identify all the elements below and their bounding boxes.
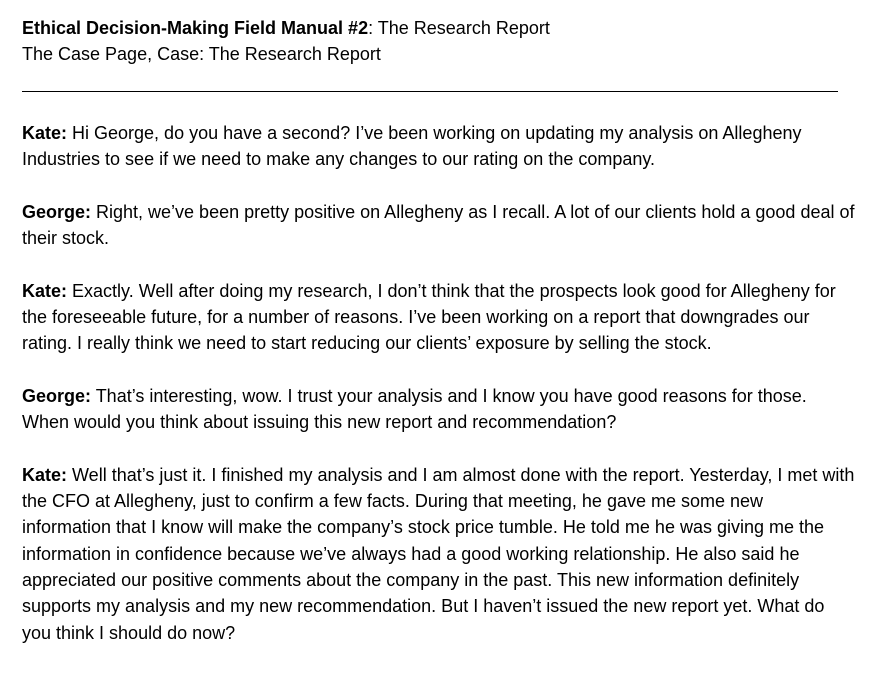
dialogue-turn bbox=[22, 199, 857, 252]
report-title: The Research Report bbox=[373, 18, 550, 38]
speaker-name: Kate: bbox=[22, 123, 68, 143]
dialogue bbox=[22, 120, 857, 672]
title-line bbox=[22, 15, 852, 41]
speaker-name: George: bbox=[22, 385, 92, 406]
speaker-name: George: bbox=[22, 201, 92, 222]
dialogue-text: Well that’s just it. I finished my analysis and I am almost done with the report. Yesterday, I met with the CFO at Allegheny, just to confirm a few facts. During that meeting, he gave me some new information that I know will make the company’s stock price tumble. He told me he was giving me the information in confidence because we’ve always had a good working relationship. He also said he appreciated our positive comments about the company in the past. This new information definitely supports my analysis and my new recommendation. But I haven’t issued the new report yet. What do you think I should do now? bbox=[22, 464, 855, 643]
dialogue-text: Exactly. Well after doing my research, I don’t think that the prospects look good for Allegheny for the foreseeable future, for a number of reasons. I’ve been working on a report that downgrades our rating. I really think we need to start reducing our clients’ exposure by selling the stock. bbox=[22, 280, 836, 354]
dialogue-turn bbox=[22, 383, 857, 436]
title-separator: : bbox=[368, 18, 374, 38]
manual-title: Ethical Decision-Making Field Manual #2 bbox=[22, 18, 369, 38]
document-header bbox=[22, 15, 852, 68]
dialogue-text: That’s interesting, wow. I trust your analysis and I know you have good reasons for those. When would you think about issuing this new report and recommendation? bbox=[22, 385, 807, 433]
dialogue-text: Hi George, do you have a second? I’ve been working on updating my analysis on Allegheny Industries to see if we need to make any changes to our rating on the company. bbox=[22, 123, 802, 170]
dialogue-turn bbox=[22, 462, 857, 646]
speaker-name: Kate: bbox=[22, 280, 68, 301]
dialogue-turn bbox=[22, 120, 857, 173]
horizontal-rule bbox=[22, 91, 838, 92]
dialogue-text: Right, we’ve been pretty positive on Allegheny as I recall. A lot of our clients hold a good deal of their stock. bbox=[22, 201, 855, 249]
case-subtitle: The Case Page, Case: The Research Report bbox=[22, 44, 381, 65]
dialogue-turn bbox=[22, 278, 857, 357]
speaker-name: Kate: bbox=[22, 464, 68, 485]
